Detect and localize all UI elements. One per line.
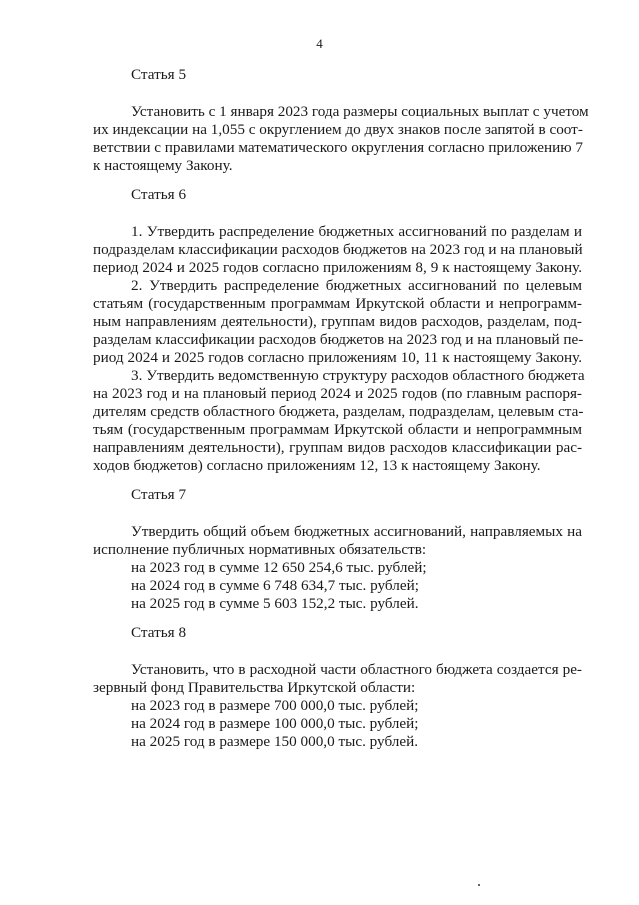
article-7-amount-2023: на 2023 год в сумме 12 650 254,6 тыс. рублей;: [131, 559, 427, 576]
article-7-line: Утвердить общий объем бюджетных ассигнований, направляемых на: [131, 523, 582, 540]
article-8-amount-2024: на 2024 год в размере 100 000,0 тыс. рублей;: [131, 715, 419, 732]
article-6-line: 2. Утвердить распределение бюджетных ассигнований по целевым: [131, 277, 582, 294]
article-6-line: разделам классификации расходов бюджетов на 2023 год и на плановый пе-: [93, 331, 584, 348]
article-8-amount-2023: на 2023 год в размере 700 000,0 тыс. рублей;: [131, 697, 419, 714]
article-6-line: ходов бюджетов) согласно приложениям 12, 13 к настоящему Закону.: [93, 457, 541, 474]
article-8-line: Установить, что в расходной части областного бюджета создается ре-: [131, 661, 582, 678]
article-5-heading: Статья 5: [131, 66, 187, 83]
article-6-heading: Статья 6: [131, 186, 187, 203]
article-7-heading: Статья 7: [131, 486, 187, 503]
article-5-line: к настоящему Закону.: [93, 157, 233, 174]
article-6-line: подразделам классификации расходов бюджетов на 2023 год и на плановый: [93, 241, 583, 258]
article-5-line: Установить с 1 января 2023 года размеры социальных выплат с учетом: [131, 103, 589, 120]
article-6-line: 1. Утвердить распределение бюджетных ассигнований по разделам и: [131, 223, 582, 240]
article-8-line: зервный фонд Правительства Иркутской области:: [93, 679, 416, 696]
article-6-line: направлениям деятельности), группам видов расходов классификации рас-: [93, 439, 582, 456]
article-5-line: ветствии с правилами математического округления согласно приложению 7: [93, 139, 584, 156]
article-8-heading: Статья 8: [131, 624, 187, 641]
article-6-line: ным направлениям деятельности), группам видов расходов, разделам, под-: [93, 313, 582, 330]
article-6-line: дителям средств областного бюджета, разделам, подразделам, целевым ста-: [93, 403, 584, 420]
article-6-line: статьям (государственным программам Иркутской области и непрограмм-: [93, 295, 582, 312]
article-7-line: исполнение публичных нормативных обязательств:: [93, 541, 427, 558]
article-6-line: на 2023 год и на плановый период 2024 и 2025 годов (по главным распоря-: [93, 385, 582, 402]
article-7-amount-2025: на 2025 год в сумме 5 603 152,2 тыс. рублей.: [131, 595, 419, 612]
article-7-amount-2024: на 2024 год в сумме 6 748 634,7 тыс. рублей;: [131, 577, 419, 594]
article-5-line: их индексации на 1,055 с округлением до двух знаков после запятой в соот-: [93, 121, 583, 138]
scan-speck: [478, 884, 480, 886]
page-number: 4: [316, 36, 323, 51]
article-6-line: риод 2024 и 2025 годов согласно приложениям 10, 11 к настоящему Закону.: [93, 349, 582, 366]
article-6-line: тьям (государственным программам Иркутской области и непрограммным: [93, 421, 582, 438]
article-6-line: 3. Утвердить ведомственную структуру расходов областного бюджета: [131, 367, 585, 384]
article-8-amount-2025: на 2025 год в размере 150 000,0 тыс. рублей.: [131, 733, 419, 750]
article-6-line: период 2024 и 2025 годов согласно приложениям 8, 9 к настоящему Закону.: [93, 259, 582, 276]
